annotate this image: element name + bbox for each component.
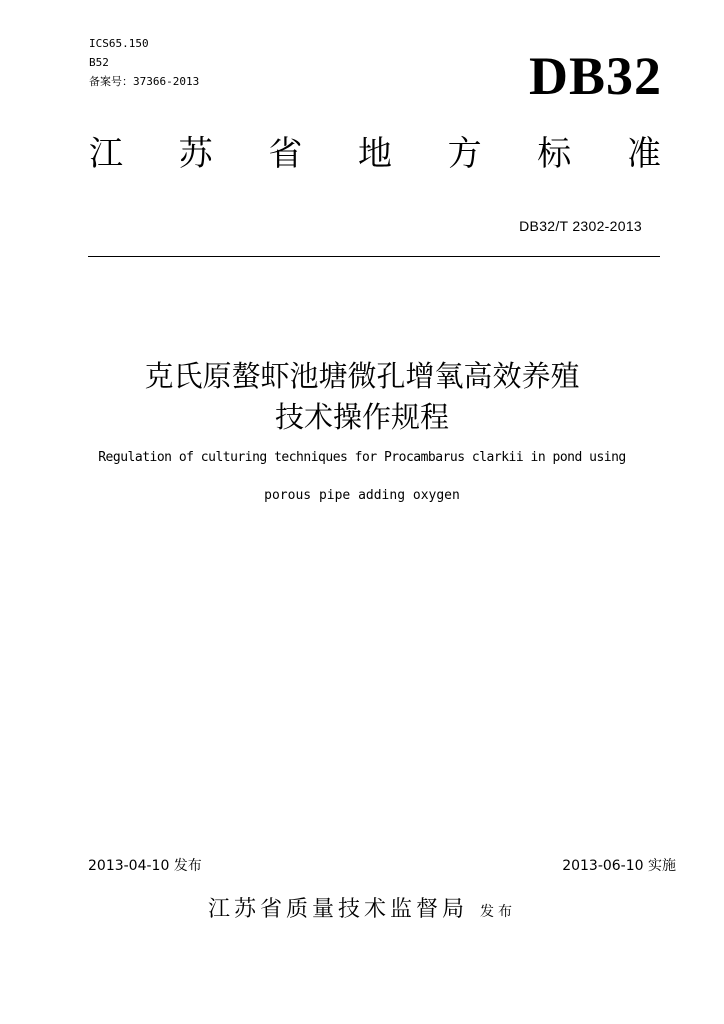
standard-kind-char: 地 xyxy=(357,134,392,174)
ics-code: ICS65.150 xyxy=(89,37,149,50)
standard-kind-char: 江 xyxy=(89,134,123,174)
implementation-date: 2013-06-10 实施 xyxy=(562,858,676,874)
title-chinese-line-2: 技术操作规程 xyxy=(274,400,449,434)
issuer-name: 江苏省质量技术监督局 xyxy=(207,897,468,922)
standard-number: DB32/T 2302-2013 xyxy=(519,218,642,234)
title-english-line-1: Regulation of culturing techniques for Procambarus clarkii in pond using xyxy=(98,450,626,465)
header-divider xyxy=(88,256,660,257)
issuer-line xyxy=(0,895,724,929)
db-code-logo: DB32 xyxy=(528,46,662,106)
title-chinese-line-1: 克氏原螯虾池塘微孔增氧高效养殖 xyxy=(144,359,580,393)
classification-code: B52 xyxy=(89,56,109,69)
standard-kind-heading xyxy=(89,132,661,176)
record-number: 备案号：37366-2013 xyxy=(89,75,200,88)
title-english-line-2: porous pipe adding oxygen xyxy=(264,488,460,503)
standard-kind-char: 准 xyxy=(626,134,661,174)
issuer-action: 发布 xyxy=(480,904,516,920)
issue-date: 2013-04-10 发布 xyxy=(88,858,202,874)
standard-kind-char: 方 xyxy=(447,134,482,174)
standard-kind-char: 省 xyxy=(268,134,303,174)
standard-kind-char: 苏 xyxy=(178,134,213,174)
standard-kind-char: 标 xyxy=(537,134,572,174)
